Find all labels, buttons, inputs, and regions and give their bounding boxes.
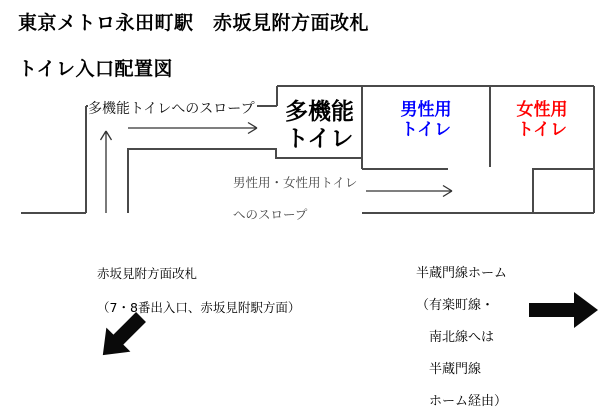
gate-destination-label [97, 265, 300, 316]
womens-room-line1: 女性用 [516, 100, 568, 120]
gate-destination-line1: 赤坂見附方面改札 [97, 266, 198, 281]
mens-womens-slope-arrow-icon [366, 186, 452, 197]
platform-destination-line5: ホーム経由） [416, 394, 508, 409]
slope-up-arrow-icon [101, 131, 112, 213]
womens-room-label [490, 100, 594, 140]
mens-room-line1: 男性用 [400, 100, 452, 120]
womens-room-line2: トイレ [516, 120, 568, 140]
bottom-right-box-wall [533, 169, 594, 213]
mens-womens-slope-line1: 男性用・女性用トイレ [233, 175, 358, 190]
platform-direction-arrow-icon [529, 292, 598, 328]
platform-destination-line4: 半蔵門線 [416, 362, 482, 377]
multifunction-slope-label: 多機能トイレへのスロープ [88, 101, 255, 117]
mens-womens-slope-line2: へのスロープ [233, 207, 308, 222]
multifunction-room-line1: 多機能 [285, 99, 354, 125]
platform-destination-line1: 半蔵門線ホーム [416, 266, 508, 281]
platform-destination-label [416, 266, 507, 410]
multifunction-room-line2: トイレ [285, 126, 354, 152]
page-title-line1: 東京メトロ永田町駅 赤坂見附方面改札 [18, 12, 370, 34]
platform-destination-line2: （有楽町線・ [416, 298, 495, 313]
mens-room-line2: トイレ [400, 120, 452, 140]
slope-right-arrow-icon [128, 123, 257, 134]
platform-destination-line3: 南北線へは [416, 330, 495, 345]
gate-destination-line2: （7・8番出入口、赤坂見附駅方面） [97, 300, 301, 315]
multifunction-room-label [277, 99, 362, 153]
page-title-line2: トイレ入口配置図 [18, 58, 174, 80]
mens-room-label [362, 100, 490, 140]
mens-womens-slope-label [233, 175, 357, 223]
